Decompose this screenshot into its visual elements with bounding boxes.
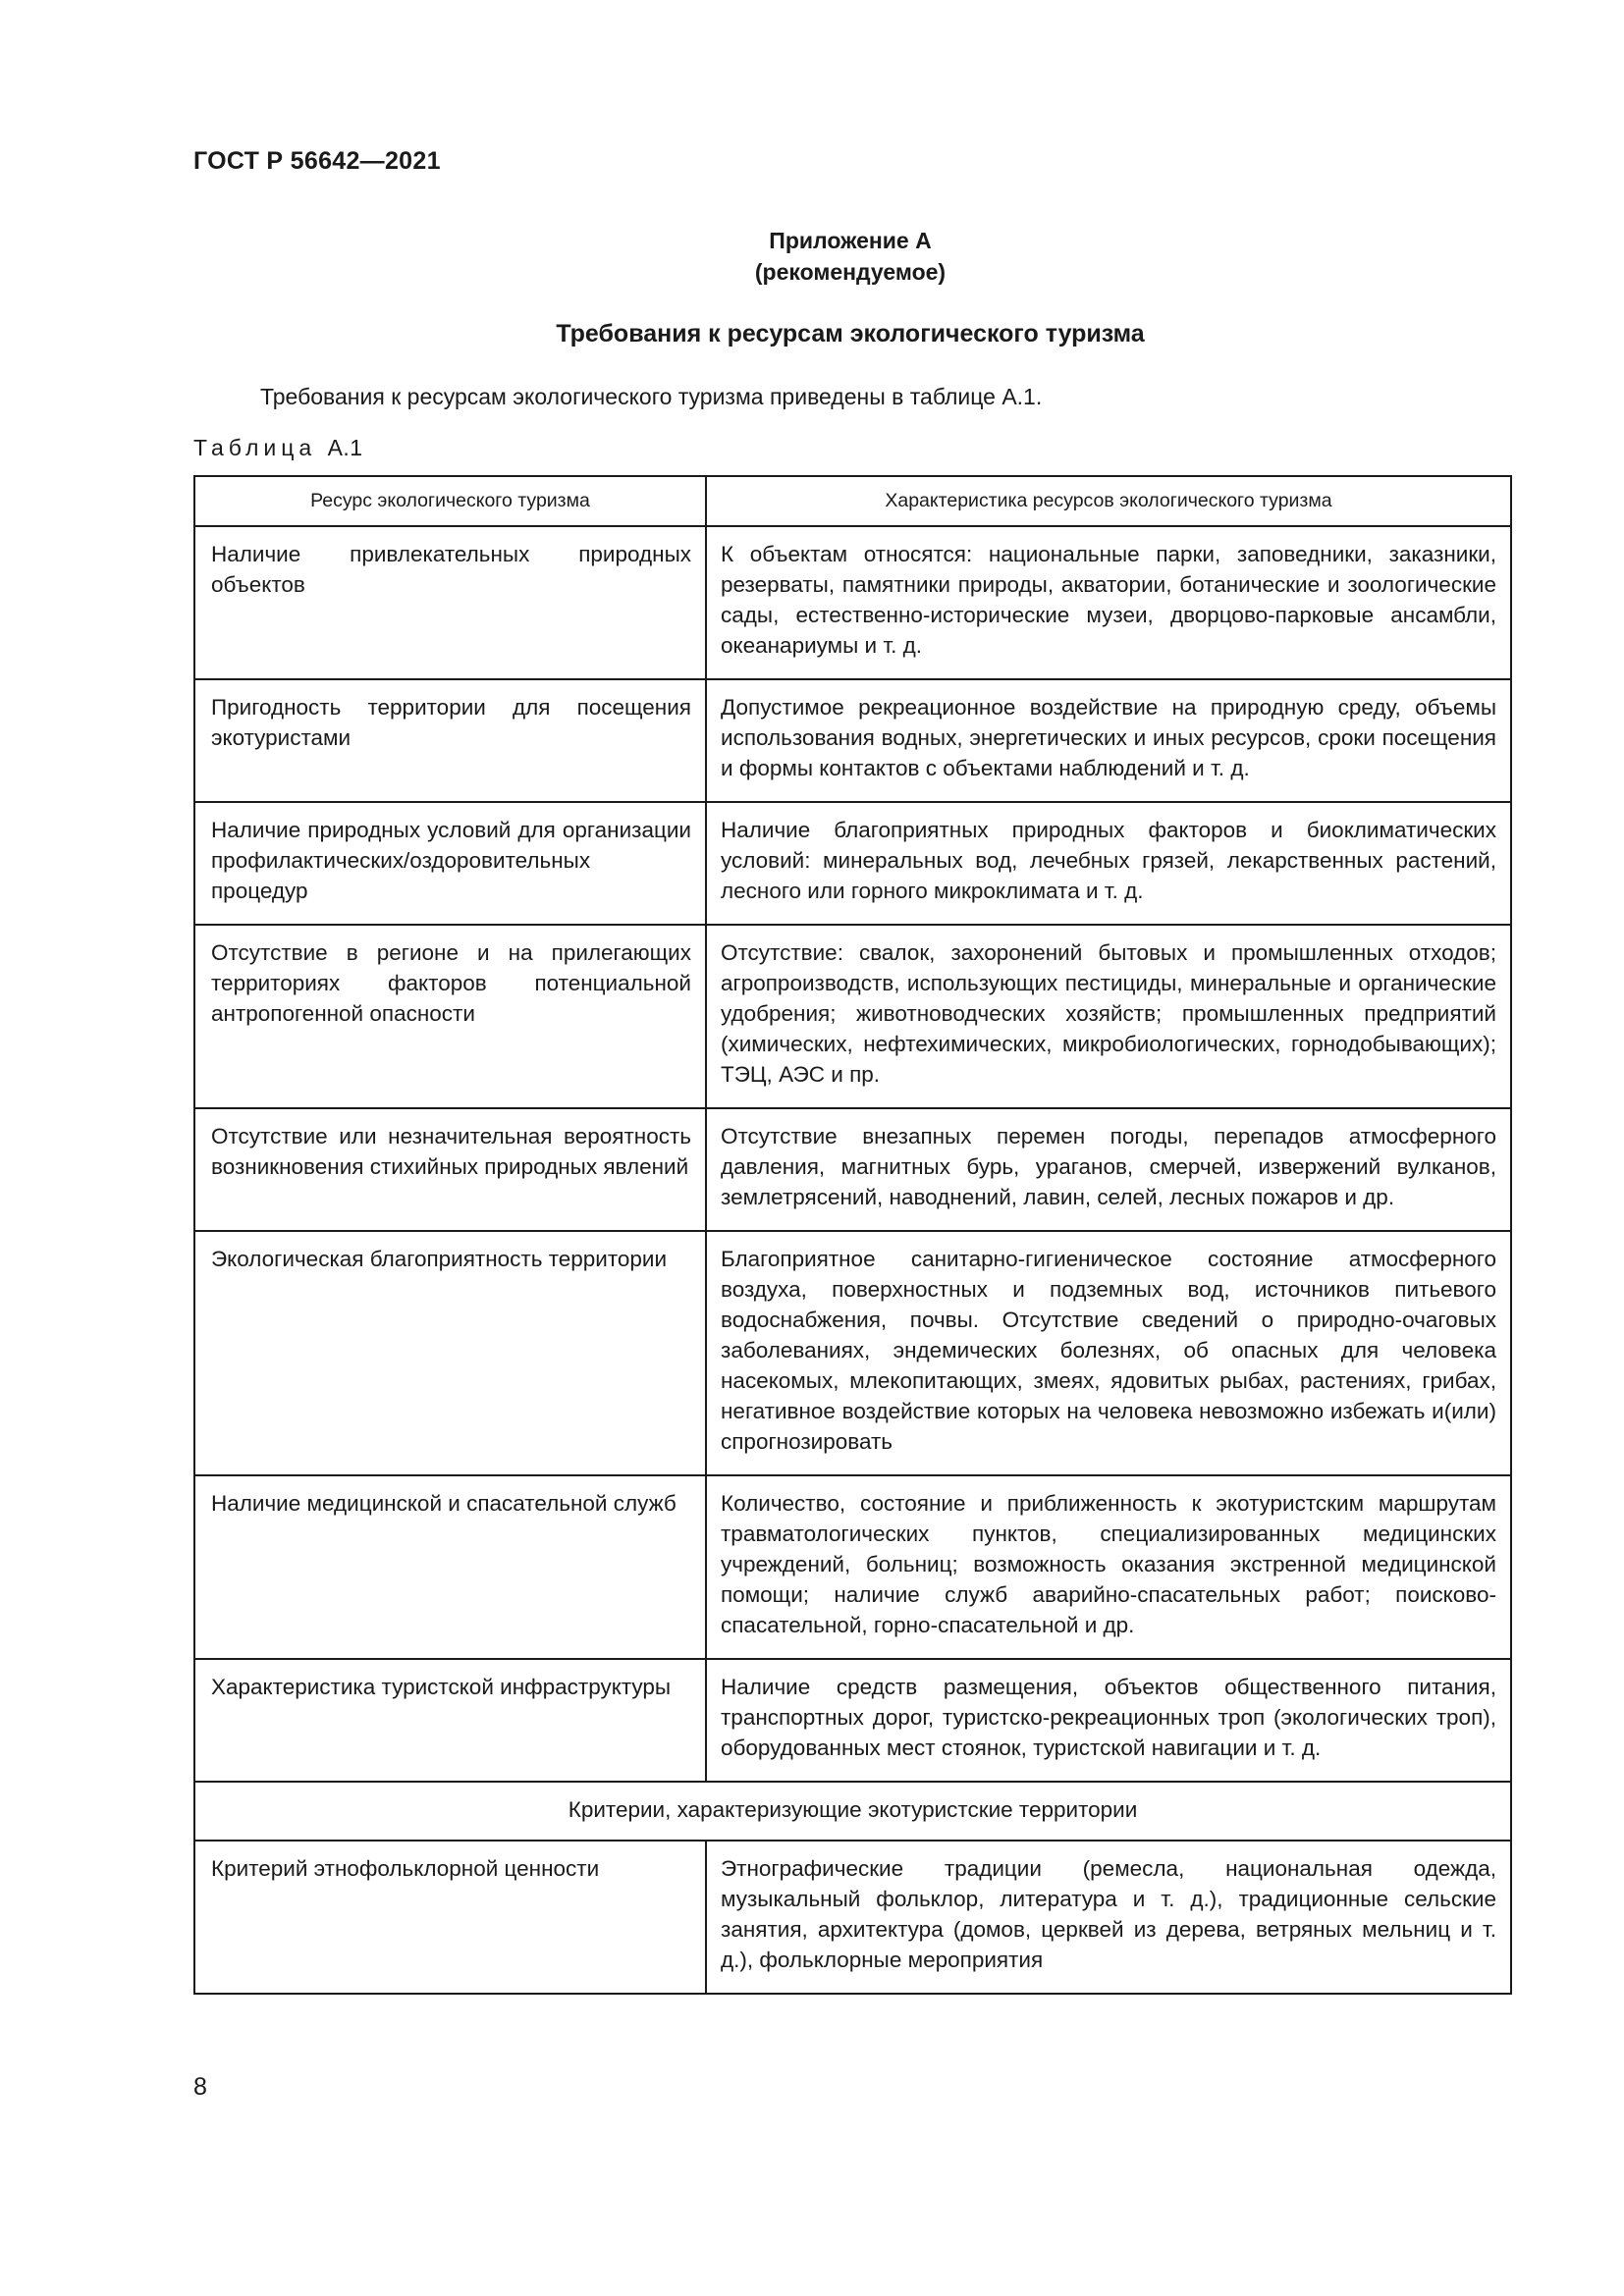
intro-paragraph: Требования к ресурсам экологического туризма приведены в таблице А.1.	[260, 384, 1043, 409]
resource-cell: Экологическая благоприятность территории	[194, 1231, 706, 1475]
resource-cell: Наличие медицинской и спасательной служб	[194, 1475, 706, 1659]
table-row	[194, 679, 1511, 802]
characteristic-cell: Благоприятное санитарно-гигиеническое состояние атмосферного воздуха, поверхностных и подземных вод, источников питьевого водоснабжения, почвы. Отсутствие сведений о природно-очаговых заболеваниях, эндемических болезнях, об опасных для человека насекомых, млекопитающих, змеях, ядовитых рыбах, растениях, грибах, негативное воздействие которых на человека невозможно избежать и(или) спрогнозировать	[706, 1231, 1511, 1475]
appendix-status: (рекомендуемое)	[754, 259, 947, 285]
characteristic-cell: Количество, состояние и приближенность к экотуристским маршрутам травматологических пунктов, специализированных медицинских учреждений, больниц; возможность оказания экстренной медицинской помощи; наличие служб аварийно-спасательных работ; поисково-спасательной, горно-спасательной и др.	[706, 1475, 1511, 1659]
characteristic-cell: Наличие средств размещения, объектов общественного питания, транспортных дорог, туристско-рекреационных троп (экологических троп), оборудованных мест стоянок, туристской навигации и т. д.	[706, 1659, 1511, 1782]
resource-cell: Отсутствие или незначительная вероятность возникновения стихийных природных явлений	[194, 1108, 706, 1231]
column-header-characteristic: Характеристика ресурсов экологического туризма	[706, 476, 1511, 526]
table-section-row	[194, 1782, 1511, 1841]
characteristic-cell: Отсутствие: свалок, захоронений бытовых и промышленных отходов; агропроизводств, использующих пестициды, минеральные и органические удобрения; животноводческих хозяйств; промышленных предприятий (химических, нефтехимических, микробиологических, горнодобывающих); ТЭЦ, АЭС и пр.	[706, 925, 1511, 1108]
resources-table	[193, 475, 1512, 1995]
table-row	[194, 1659, 1511, 1782]
column-header-resource: Ресурс экологического туризма	[194, 476, 706, 526]
table-header-row	[194, 476, 1511, 526]
table-label-word: Таблица	[193, 435, 317, 460]
characteristic-cell: К объектам относятся: национальные парки, заповедники, заказники, резерваты, памятники природы, акватории, ботанические и зоологические сады, естественно-исторические музеи, дворцово-парковые ансамбли, океанариумы и т. д.	[706, 526, 1511, 679]
table-label-number: А.1	[327, 435, 363, 460]
characteristic-cell: Допустимое рекреационное воздействие на природную среду, объемы использования водных, энергетических и иных ресурсов, сроки посещения и формы контактов с объектами наблюдений и т. д.	[706, 679, 1511, 802]
resource-cell: Пригодность территории для посещения экотуристами	[194, 679, 706, 802]
resource-cell: Характеристика туристской инфраструктуры	[194, 1659, 706, 1782]
characteristic-cell: Наличие благоприятных природных факторов и биоклиматических условий: минеральных вод, лечебных грязей, лекарственных растений, лесного или горного микроклимата и т. д.	[706, 802, 1511, 925]
characteristic-cell: Этнографические традиции (ремесла, национальная одежда, музыкальный фольклор, литература и т. д.), традиционные сельские занятия, архитектура (домов, церквей из дерева, ветряных мельниц и т. д.), фольклорные мероприятия	[706, 1841, 1511, 1994]
resource-cell: Наличие природных условий для организации профилактических/оздоровительных процедур	[194, 802, 706, 925]
characteristic-cell: Отсутствие внезапных перемен погоды, перепадов атмосферного давления, магнитных бурь, ураганов, смерчей, извержений вулканов, землетрясений, наводнений, лавин, селей, лесных пожаров и др.	[706, 1108, 1511, 1231]
table-row	[194, 925, 1511, 1108]
resource-cell: Наличие привлекательных природных объектов	[194, 526, 706, 679]
page-number: 8	[193, 2073, 207, 2101]
table-row	[194, 802, 1511, 925]
document-code: ГОСТ Р 56642—2021	[193, 147, 441, 175]
table-row	[194, 1841, 1511, 1994]
table-row	[194, 1108, 1511, 1231]
section-title: Требования к ресурсам экологического туризма	[556, 320, 1145, 347]
table-label	[193, 435, 363, 461]
section-heading-cell: Критерии, характеризующие экотуристские территории	[194, 1782, 1511, 1841]
resource-cell: Критерий этнофольклорной ценности	[194, 1841, 706, 1994]
table-row	[194, 1231, 1511, 1475]
table-row	[194, 526, 1511, 679]
resource-cell: Отсутствие в регионе и на прилегающих территориях факторов потенциальной антропогенной опасности	[194, 925, 706, 1108]
appendix-title: Приложение А	[769, 228, 932, 253]
table-row	[194, 1475, 1511, 1659]
